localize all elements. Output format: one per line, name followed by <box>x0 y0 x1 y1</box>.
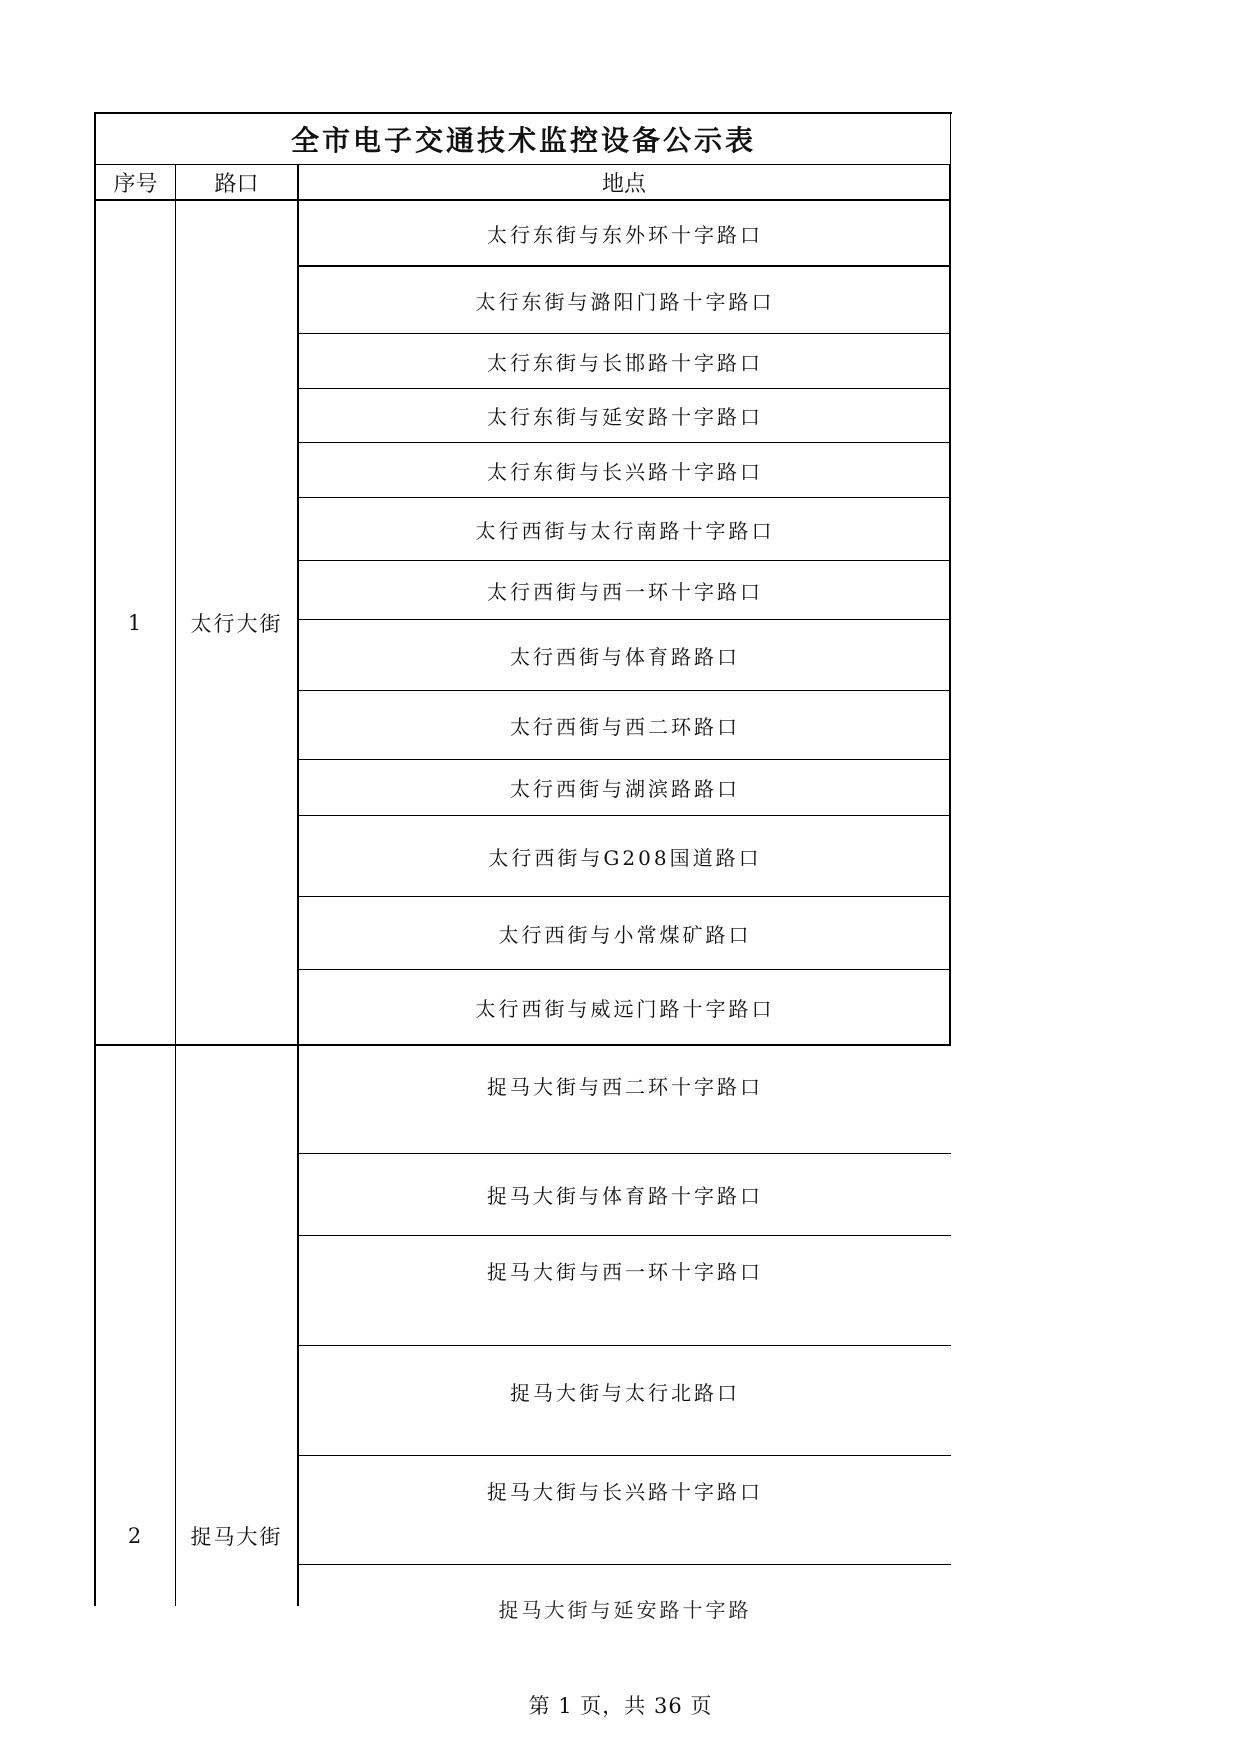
truncated-location-text: 捉马大街与延安路十字路 <box>498 1598 752 1622</box>
location-cell: 太行东街与延安路十字路口 <box>487 405 763 429</box>
location-cell: 太行东街与长邯路十字路口 <box>487 350 763 375</box>
group1-seq: 1 <box>127 610 144 635</box>
location-cell: 太行西街与西一环十字路口 <box>487 579 763 604</box>
location-cell: 捉马大街与西一环十字路口 <box>487 1259 763 1284</box>
location-cell: 太行西街与小常煤矿路口 <box>498 922 752 947</box>
group1-road: 太行大街 <box>190 611 283 636</box>
group2-road: 捉马大街 <box>190 1525 283 1549</box>
location-cell: 太行西街与G208国道路口 <box>488 845 762 870</box>
location-cell: 太行东街与潞阳门路十字路口 <box>475 289 775 314</box>
table-title: 全市电子交通技术监控设备公示表 <box>290 124 756 157</box>
location-cell: 捉马大街与太行北路口 <box>510 1380 740 1405</box>
location-cell: 太行西街与体育路路口 <box>510 644 740 669</box>
row-divider <box>297 1564 951 1565</box>
location-cell: 太行西街与威远门路十字路口 <box>475 996 775 1021</box>
page-footer: 第 1 页，共 36 页 <box>528 1694 713 1718</box>
location-cell: 捉马大街与长兴路十字路口 <box>487 1479 763 1504</box>
location-cell: 太行东街与东外环十字路口 <box>487 222 763 247</box>
location-cell: 捉马大街与西二环十字路口 <box>487 1074 763 1099</box>
location-cell: 太行西街与湖滨路路口 <box>510 777 740 801</box>
location-cell: 太行西街与西二环路口 <box>510 714 740 739</box>
group2-seq: 2 <box>127 1524 144 1548</box>
header-road: 路口 <box>214 171 259 197</box>
location-cell: 太行东街与长兴路十字路口 <box>487 459 763 484</box>
header-seq: 序号 <box>113 171 158 197</box>
header-location: 地点 <box>601 171 646 197</box>
location-cell: 捉马大街与体育路十字路口 <box>487 1184 763 1208</box>
location-cell: 太行西街与太行南路十字路口 <box>475 518 775 543</box>
truncated-location-cell <box>299 1590 951 1622</box>
